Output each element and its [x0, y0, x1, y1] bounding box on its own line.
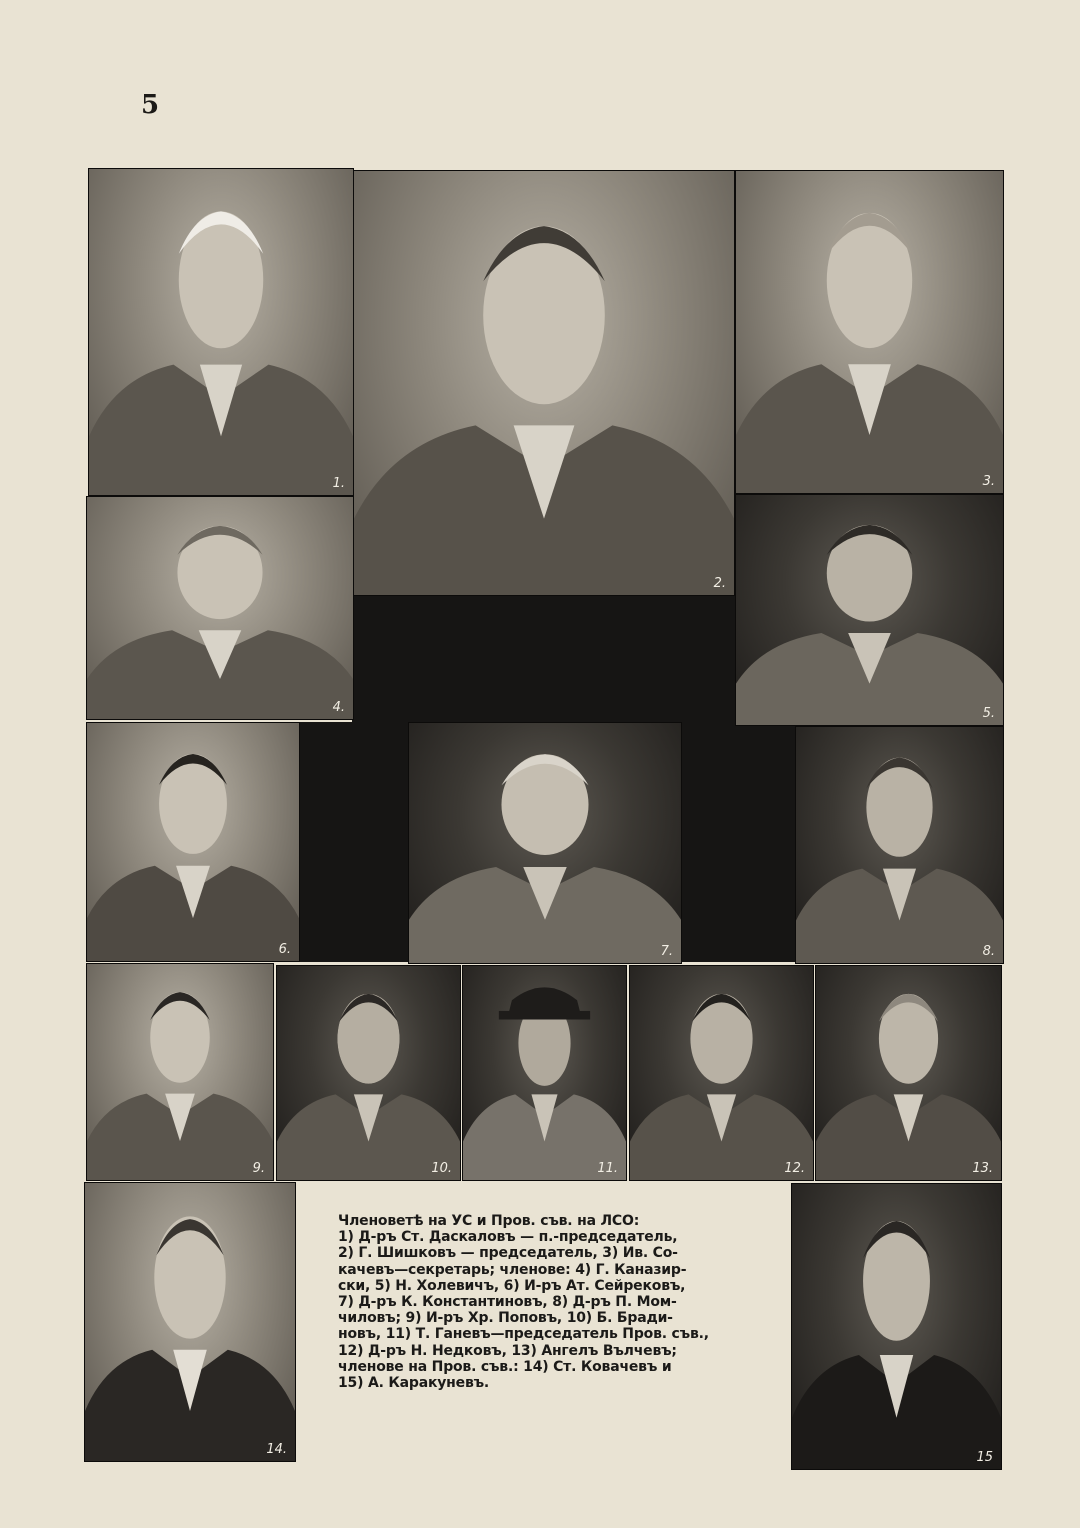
portrait-figure-icon: [816, 966, 1001, 1180]
photo-label: 13.: [972, 1161, 993, 1176]
portrait-figure-icon: [85, 1183, 295, 1461]
portrait-photo-4: [86, 496, 354, 720]
caption-line: 12) Д-ръ Н. Недковъ, 13) Ангелъ Вълчевъ;: [338, 1342, 677, 1359]
caption-line: новъ, 11) Т. Ганевъ—председатель Пров. съв.,: [338, 1326, 709, 1343]
portrait-photo-12: [629, 965, 814, 1181]
portrait-photo-7: [408, 722, 682, 964]
portrait-photo-11: [462, 965, 627, 1181]
portrait-figure-icon: [354, 171, 734, 595]
portrait-photo-14: [84, 1182, 296, 1462]
portrait-figure-icon: [792, 1184, 1001, 1469]
caption-line: Членоветѣ на УС и Пров. съв. на ЛСО:: [338, 1213, 640, 1229]
caption-line: 7) Д-ръ К. Константиновъ, 8) Д-ръ П. Мом-: [338, 1294, 677, 1311]
photo-label: 1.: [332, 476, 345, 491]
photo-label: 15: [976, 1450, 993, 1465]
collage-background-middle-right: [680, 722, 795, 962]
portrait-figure-icon: [87, 497, 353, 719]
photo-label: 7.: [660, 944, 673, 959]
caption-line: 15) А. Каракуневъ.: [338, 1375, 490, 1392]
portrait-figure-icon: [796, 727, 1003, 963]
photo-label: 4.: [332, 700, 345, 715]
portrait-photo-8: [795, 726, 1004, 964]
portrait-figure-icon: [89, 169, 353, 495]
photo-caption: [338, 1213, 788, 1391]
portrait-photo-9: [86, 963, 274, 1181]
page-number: 5: [141, 90, 160, 120]
portrait-photo-6: [86, 722, 300, 962]
photo-label: 2.: [713, 576, 726, 591]
photo-label: 5.: [982, 706, 995, 721]
portrait-photo-15: [791, 1183, 1002, 1470]
photo-label: 10.: [431, 1161, 452, 1176]
portrait-photo-5: [735, 494, 1004, 726]
portrait-figure-icon: [87, 723, 299, 961]
photo-label: 12.: [784, 1161, 805, 1176]
portrait-figure-icon: [277, 966, 460, 1180]
portrait-figure-icon: [630, 966, 813, 1180]
portrait-figure-icon: [87, 964, 273, 1180]
portrait-figure-icon: [409, 723, 681, 963]
portrait-figure-icon: [736, 495, 1003, 725]
portrait-photo-2: [353, 170, 735, 596]
collage-background-middle: [298, 722, 408, 962]
photo-label: 6.: [278, 942, 291, 957]
caption-line: 1) Д-ръ Ст. Даскаловъ — п.-председатель,: [338, 1229, 678, 1246]
photo-label: 9.: [252, 1161, 265, 1176]
photo-label: 8.: [982, 944, 995, 959]
caption-line: 2) Г. Шишковъ — председатель, 3) Ив. Со-: [338, 1245, 678, 1262]
portrait-figure-icon: [736, 171, 1003, 493]
collage-background-top: [352, 594, 735, 722]
portrait-photo-1: [88, 168, 354, 496]
portrait-figure-icon: [463, 966, 626, 1180]
photo-label: 11.: [597, 1161, 618, 1176]
portrait-photo-13: [815, 965, 1002, 1181]
caption-line: ски, 5) Н. Холевичъ, 6) И-ръ Ат. Сейрековъ,: [338, 1277, 686, 1294]
portrait-photo-10: [276, 965, 461, 1181]
caption-line: качевъ—секретарь; членове: 4) Г. Каназир-: [338, 1261, 687, 1278]
photo-label: 3.: [982, 474, 995, 489]
portrait-photo-3: [735, 170, 1004, 494]
photo-label: 14.: [266, 1442, 287, 1457]
caption-line: чиловъ; 9) И-ръ Хр. Поповъ, 10) Б. Бради-: [338, 1310, 673, 1327]
caption-line: членове на Пров. съв.: 14) Ст. Ковачевъ и: [338, 1358, 672, 1375]
